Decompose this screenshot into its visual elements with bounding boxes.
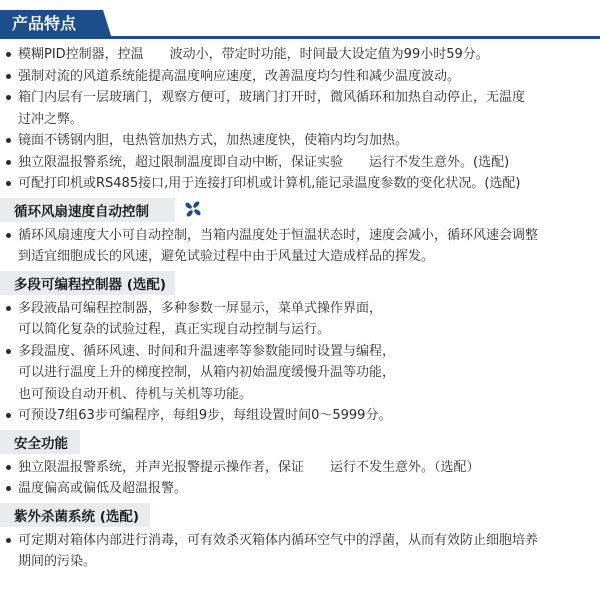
item-text-line: 独立限温报警系统，超过限制温度即自动中断，保证实验 运行不发生意外。(选配) [18, 154, 510, 170]
bullet-dot [6, 349, 11, 354]
bullet-dot [6, 306, 11, 311]
section-items [0, 225, 600, 268]
list-item [0, 173, 600, 195]
section-title: 多段可编程控制器 (选配) [14, 276, 167, 293]
list-item [0, 44, 600, 66]
bullet-dot [6, 465, 11, 470]
item-text-line: 过冲之弊。 [18, 111, 84, 127]
list-item [0, 225, 600, 268]
list-item [0, 405, 600, 427]
bullet-dot [6, 138, 11, 143]
item-text-line: 可配打印机或RS485接口,用于连接打印机或计算机,能记录温度参数的变化状况。(选配) [18, 176, 521, 191]
feature-section [0, 195, 600, 268]
list-item [0, 298, 600, 341]
bullet-dot [6, 413, 11, 418]
item-text-line: 循环风扇速度大小可自动控制，当箱内温度处于恒温状态时，速度会减小，循环风速会调整 [18, 227, 539, 243]
section-items [0, 298, 600, 427]
bullet-dot [6, 74, 11, 79]
section-header [0, 271, 175, 295]
bullet-dot [6, 181, 11, 186]
section-title: 安全功能 [14, 435, 68, 452]
feature-section [0, 268, 600, 427]
fan-icon [182, 198, 204, 220]
bullet-dot [6, 160, 11, 165]
feature-section [0, 500, 600, 573]
feature-section [0, 427, 600, 500]
section-header-row [0, 195, 600, 225]
list-item [0, 457, 600, 479]
list-item [0, 478, 600, 500]
item-text-line: 箱门内层有一层玻璃门，观察方便可，玻璃门打开时，微风循环和加热自动停止，无温度 [18, 90, 526, 105]
item-text-line: 可以简化复杂的试验过程，真正实现自动控制与运行。 [18, 322, 331, 337]
bullet-dot [6, 95, 11, 100]
item-text-line: 可预设7组63步可编程序，每组9步，每组设置时间0～5999分。 [18, 408, 392, 423]
section-items [0, 530, 600, 573]
item-text-line: 多段温度、循环风速、时间和升温速率等参数能同时设置与编程， [18, 343, 396, 359]
section-header [0, 198, 175, 222]
item-text-line: 温度偏高或偏低及超温报警。 [18, 481, 188, 496]
section-header [0, 503, 150, 527]
item-text-line: 期间的污染。 [18, 554, 97, 569]
section-items [0, 457, 600, 500]
item-text-line: 模糊PID控制器，控温 波动小，带定时功能，时间最大设定值为99小时59分。 [18, 47, 489, 62]
page-title: 产品特点 [12, 14, 77, 33]
section-header [0, 430, 80, 454]
section-title: 紫外杀菌系统 (选配) [14, 508, 140, 525]
item-text-line: 独立限温报警系统，并声光报警提示操作者，保证 运行不发生意外。（选配） [18, 459, 480, 475]
sections-container [0, 195, 600, 573]
item-text-line: 强制对流的风道系统能提高温度响应速度，改善温度均匀性和减少温度波动。 [18, 68, 461, 84]
section-title: 循环风扇速度自动控制 [14, 203, 149, 220]
list-item [0, 152, 600, 174]
list-item [0, 530, 600, 573]
list-item [0, 87, 600, 130]
item-text-line: 多段液晶可编程控制器，多种参数一屏显示，菜单式操作界面， [18, 300, 383, 316]
list-item [0, 66, 600, 88]
item-text-line: 可以进行温度上升的梯度控制，从箱内初始温度缓慢升温等功能， [18, 365, 396, 380]
bullet-dot [6, 538, 11, 543]
list-item [0, 130, 600, 152]
section-header-row [0, 500, 600, 530]
section-header-row [0, 427, 600, 457]
content [0, 44, 600, 573]
item-text-line: 可定期对箱体内部进行消毒，可有效杀灭箱体内循环空气中的浮菌，从而有效防止细胞培养 [18, 532, 539, 548]
bullet-dot [6, 233, 11, 238]
bullet-dot [6, 52, 11, 57]
list-item [0, 341, 600, 406]
item-text-line: 镜面不锈钢内胆，电热管加热方式，加热速度快，使箱内均匀加热。 [18, 133, 409, 148]
item-text-line: 也可预设自动开机、待机与关机等功能。 [18, 386, 253, 402]
section-header-row [0, 268, 600, 298]
header-bar [0, 0, 600, 40]
bullet-dot [6, 486, 11, 491]
features-list [0, 44, 600, 195]
item-text-line: 到适宜细胞成长的风速，避免试验过程中由于风量过大造成样品的挥发。 [18, 249, 435, 264]
